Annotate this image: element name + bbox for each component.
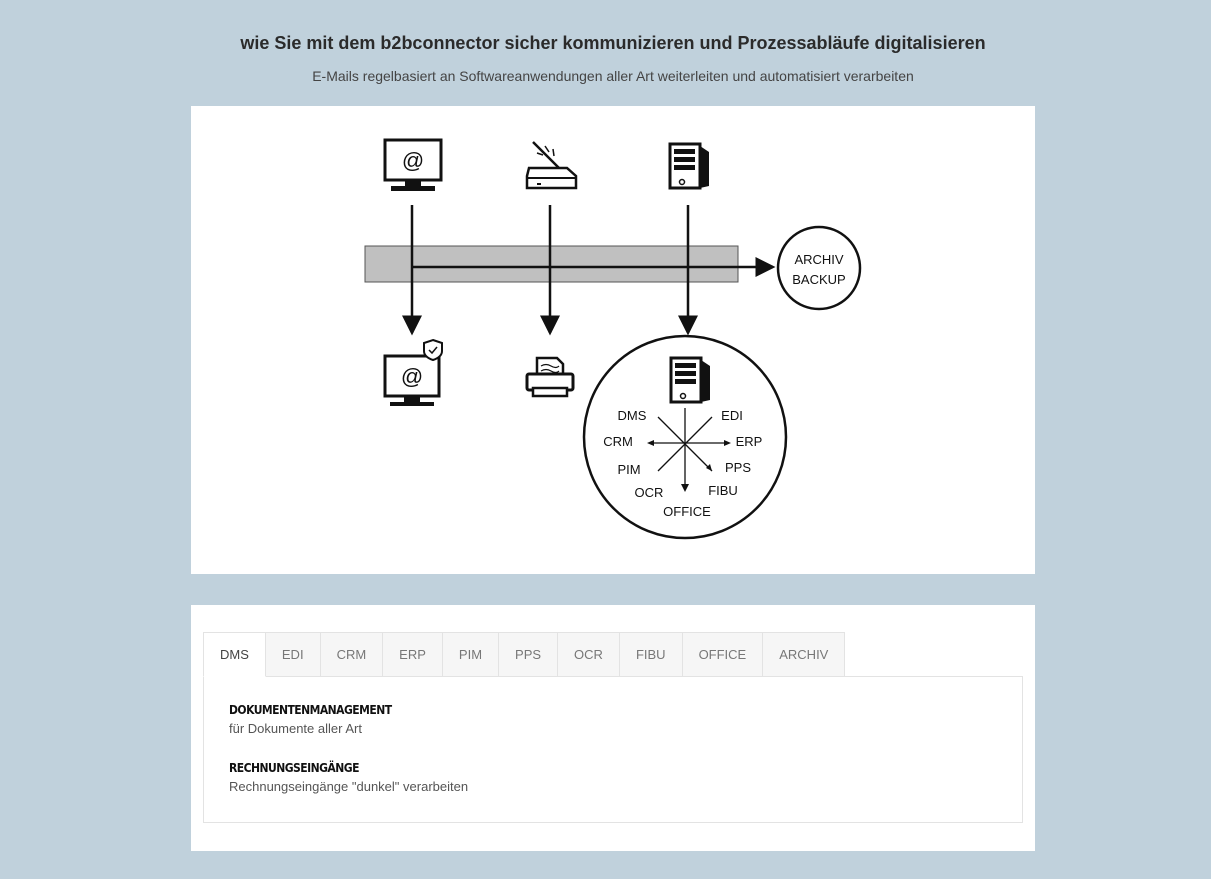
tab-pim[interactable]: PIM [443, 632, 499, 677]
page-title: wie Sie mit dem b2bconnector sicher kommunizieren und Prozessabläufe digitalisieren [240, 33, 986, 53]
tab-content-dms [203, 676, 1023, 823]
diagram-svg [191, 106, 1035, 574]
archive-backup-circle [778, 227, 860, 309]
hub-label-dms: DMS [617, 408, 647, 423]
printer-icon [527, 358, 573, 396]
hub-label-pim: PIM [617, 462, 641, 477]
backup-label: BACKUP [792, 272, 846, 287]
software-hub-circle [584, 336, 786, 538]
entry-description: Rechnungseingänge "dunkel" verarbeiten [229, 779, 469, 794]
tab-fibu[interactable]: FIBU [620, 632, 683, 677]
hub-label-edi: EDI [721, 408, 743, 423]
hub-label-ocr: OCR [634, 485, 664, 500]
tab-pps[interactable]: PPS [499, 632, 558, 677]
svg-text:@: @ [401, 148, 425, 173]
tab-archiv[interactable]: ARCHIV [763, 632, 845, 677]
tab-edi[interactable]: EDI [266, 632, 321, 677]
content-entry [229, 703, 410, 736]
connector-bar [365, 246, 738, 282]
entry-description: für Dokumente aller Art [229, 721, 362, 736]
tab-ocr[interactable]: OCR [558, 632, 620, 677]
software-tabs-panel [191, 605, 1035, 851]
entry-title: RECHNUNGSEINGÄNGE [229, 761, 359, 775]
secure-email-computer-icon [385, 340, 442, 406]
hub-label-fibu: FIBU [708, 483, 738, 498]
email-computer-icon [385, 140, 441, 191]
tab-erp[interactable]: ERP [383, 632, 443, 677]
hub-label-pps: PPS [724, 460, 752, 475]
content-entry [229, 761, 468, 794]
page-subtitle: E-Mails regelbasiert an Softwareanwendungen aller Art weiterleiten und automatisiert verarbeiten [312, 68, 914, 84]
tab-dms[interactable]: DMS [203, 632, 266, 677]
tab-office[interactable]: OFFICE [683, 632, 764, 677]
process-diagram [191, 106, 1035, 574]
tab-bar [203, 632, 845, 677]
archive-label: ARCHIV [794, 252, 844, 267]
scanner-icon [527, 142, 576, 188]
entry-title: DOKUMENTENMANAGEMENT [229, 703, 392, 717]
hub-label-erp: ERP [735, 434, 763, 449]
server-icon [670, 144, 709, 188]
hub-label-crm: CRM [603, 434, 633, 449]
tab-crm[interactable]: CRM [321, 632, 384, 677]
svg-text:@: @ [400, 364, 424, 389]
hub-label-office: OFFICE [663, 504, 711, 519]
hub-server-icon [671, 358, 710, 402]
